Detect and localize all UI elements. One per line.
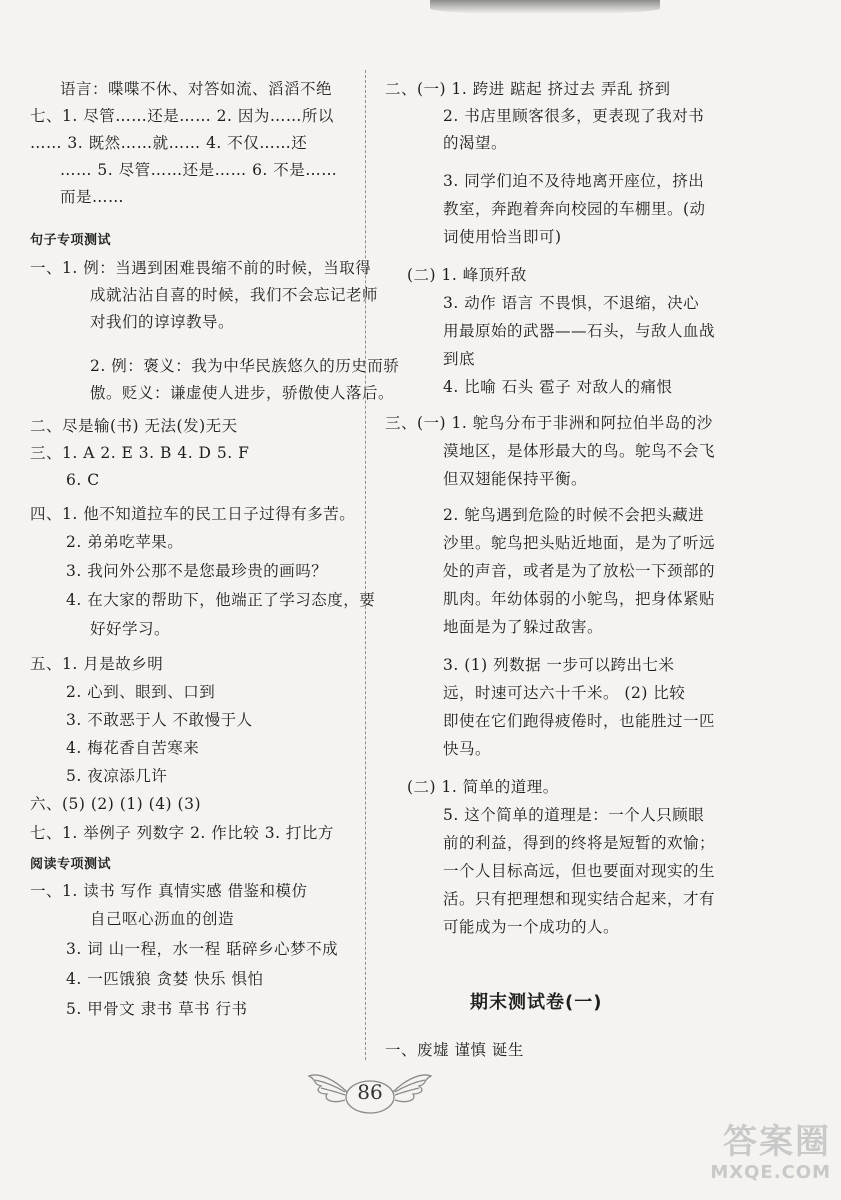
scan-shadow: [430, 0, 660, 14]
right-text-line: 漠地区，是体形最大的鸟。鸵鸟不会飞: [443, 442, 716, 460]
left-text-line: 2. 心到、眼到、口到: [66, 683, 216, 701]
left-section-heading: 句子专项测试: [30, 233, 112, 248]
right-text-line: 可能成为一个成功的人。: [443, 918, 620, 936]
right-text-line: 二、(一) 1. 跨进 踮起 挤过去 弄乱 挤到: [385, 80, 671, 98]
left-text-line: …… 3. 既然……就…… 4. 不仅……还: [30, 134, 308, 152]
left-text-line: 而是……: [60, 188, 125, 206]
left-text-line: …… 5. 尽管……还是…… 6. 不是……: [60, 161, 338, 179]
left-text-line: 六、(5) (2) (1) (4) (3): [30, 795, 201, 813]
right-text-line: 2. 鸵鸟遇到危险的时候不会把头藏进: [443, 506, 705, 524]
left-text-line: 3. 不敢恶于人 不敢慢于人: [66, 711, 253, 729]
section-title: 期末测试卷(一): [470, 992, 603, 1013]
right-text-line: (二) 1. 峰顶歼敌: [407, 266, 527, 284]
right-text-line: 地面是为了躲过敌害。: [443, 618, 604, 636]
left-text-line: 2. 弟弟吃苹果。: [66, 533, 184, 551]
right-text-line: 处的声音，或者是为了放松一下颈部的: [443, 562, 716, 580]
page-number-badge: [305, 1062, 435, 1122]
right-text-line: 即使在它们跑得疲倦时，也能胜过一匹: [443, 712, 716, 730]
right-text-line: (二) 1. 简单的道理。: [407, 778, 559, 796]
watermark: [691, 1122, 831, 1182]
left-text-line: 七、1. 尽管……还是…… 2. 因为……所以: [30, 107, 334, 125]
right-text-line: 到底: [443, 350, 476, 368]
right-text-line: 的渴望。: [443, 134, 508, 152]
column-divider: [365, 70, 367, 1060]
section-first-line: 一、废墟 谨慎 诞生: [385, 1041, 524, 1059]
right-text-line: 词使用恰当即可): [443, 228, 562, 246]
right-text-line: 3. 动作 语言 不畏惧，不退缩，决心: [443, 294, 700, 312]
left-text-line: 3. 词 山一程，水一程 聒碎乡心梦不成: [66, 940, 339, 958]
left-text-line: 五、1. 月是故乡明: [30, 655, 164, 673]
right-text-line: 2. 书店里顾客很多，更表现了我对书: [443, 107, 705, 125]
left-text-line: 4. 梅花香自苦寒来: [66, 739, 200, 757]
right-text-line: 一个人目标高远，但也要面对现实的生: [443, 862, 716, 880]
left-text-line: 对我们的谆谆教导。: [90, 313, 235, 331]
left-text-line: 成就沾沾自喜的时候，我们不会忘记老师: [90, 286, 379, 304]
left-text-line: 5. 甲骨文 隶书 草书 行书: [66, 1000, 248, 1018]
left-text-line: 傲。贬义：谦虚使人进步，骄傲使人落后。: [90, 384, 395, 402]
right-text-line: 前的利益，得到的终将是短暂的欢愉；: [443, 834, 716, 852]
left-text-line: 语言：喋喋不休、对答如流、滔滔不绝: [60, 80, 333, 98]
left-text-line: 6. C: [66, 471, 100, 489]
left-text-line: 5. 夜凉添几许: [66, 767, 168, 785]
right-text-line: 但双翅能保持平衡。: [443, 470, 588, 488]
right-text-line: 教室，奔跑着奔向校园的车棚里。(动: [443, 200, 706, 218]
watermark-bottom: MXQE.COM: [710, 1162, 831, 1183]
right-text-line: 3. 同学们迫不及待地离开座位，挤出: [443, 172, 705, 190]
right-text-line: 沙里。鸵鸟把头贴近地面，是为了听远: [443, 534, 716, 552]
left-text-line: 七、1. 举例子 列数字 2. 作比较 3. 打比方: [30, 824, 334, 842]
right-text-line: 三、(一) 1. 鸵鸟分布于非洲和阿拉伯半岛的沙: [385, 414, 713, 432]
right-text-line: 3. (1) 列数据 一步可以跨出七米: [443, 656, 675, 674]
right-text-line: 远，时速可达六十千米。 (2) 比较: [443, 684, 686, 702]
left-text-line: 4. 在大家的帮助下，他端正了学习态度，要: [66, 591, 376, 609]
left-text-line: 三、1. A 2. E 3. B 4. D 5. F: [30, 444, 250, 462]
left-text-line: 二、尽是输(书) 无法(发)无天: [30, 417, 238, 435]
left-section-heading: 阅读专项测试: [30, 857, 112, 872]
right-text-line: 5. 这个简单的道理是：一个人只顾眼: [443, 806, 705, 824]
left-text-line: 一、1. 读书 写作 真情实感 借鉴和模仿: [30, 882, 308, 900]
watermark-top: 答案圈: [723, 1122, 831, 1162]
right-text-line: 快马。: [443, 740, 492, 758]
right-text-line: 用最原始的武器——石头，与敌人血战: [443, 322, 716, 340]
left-text-line: 3. 我问外公那不是您最珍贵的画吗？: [66, 562, 328, 580]
left-text-line: 四、1. 他不知道拉车的民工日子过得有多苦。: [30, 505, 356, 523]
right-text-line: 4. 比喻 石头 雹子 对敌人的痛恨: [443, 378, 673, 396]
left-text-line: 4. 一匹饿狼 贪婪 快乐 惧怕: [66, 970, 264, 988]
page-number: 86: [357, 1080, 383, 1104]
left-text-line: 一、1. 例：当遇到困难畏缩不前的时候，当取得: [30, 259, 372, 277]
left-text-line: 自己呕心沥血的创造: [90, 910, 235, 928]
right-text-line: 活。只有把理想和现实结合起来，才有: [443, 890, 716, 908]
left-text-line: 2. 例：褒义：我为中华民族悠久的历史而骄: [90, 357, 400, 375]
left-text-line: 好好学习。: [90, 620, 171, 638]
right-text-line: 肌肉。年幼体弱的小鸵鸟，把身体紧贴: [443, 590, 716, 608]
